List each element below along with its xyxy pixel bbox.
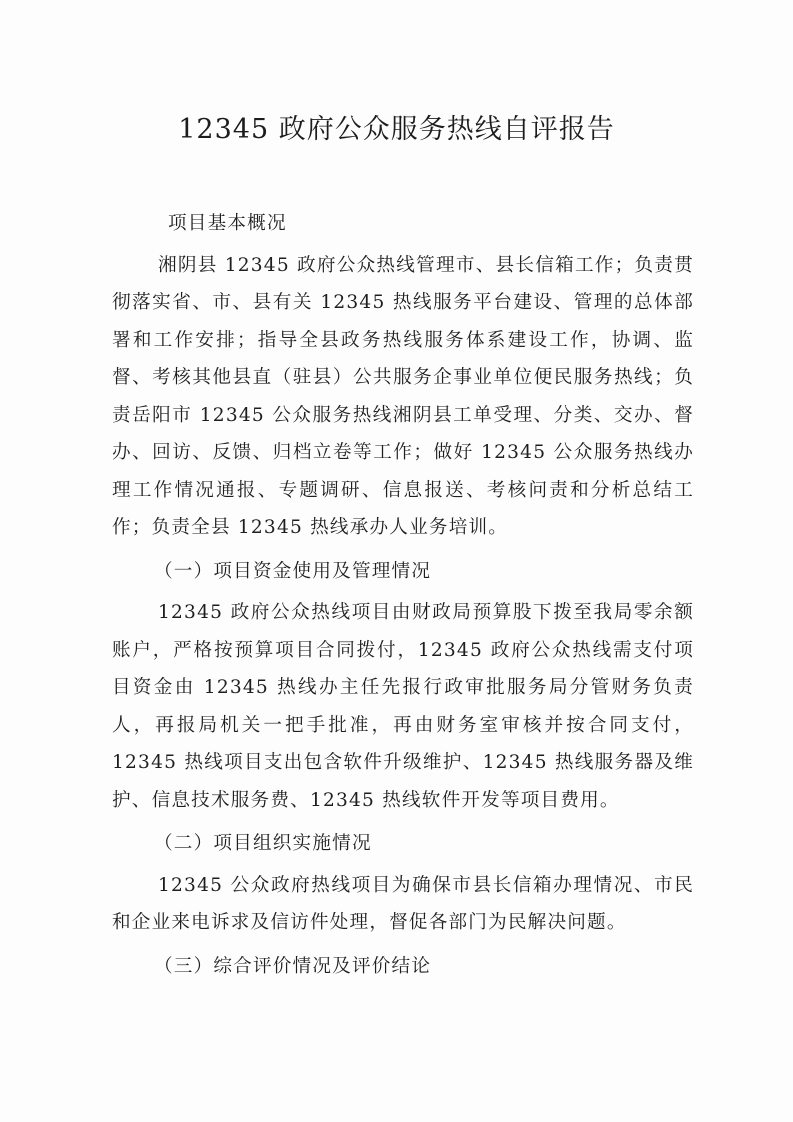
paragraph-overview: 湘阴县 12345 政府公众热线管理市、县长信箱工作；负责贯彻落实省、市、县有关 12345 热线服务平台建设、管理的总体部署和工作安排；指导全县政务热线服务体系建设工作，协调、监督、考核其他县直（驻县）公共服务企事业单位便民服务热线；负责岳阳市 12345 公众服务热线湘阴县工单受理、分类、交办、督办、回访、反馈、归档立卷等工作；做好 12345 公众服务热线办理工作情况通报、专题调研、信息报送、考核问责和分析总结工作；负责全县 12345 热线承办人业务培训。 <box>112 254 694 538</box>
section-heading-implementation: （二）项目组织实施情况 <box>154 833 372 854</box>
paragraph-funds: 12345 政府公众热线项目由财政局预算股下拨至我局零余额账户，严格按预算项目合同拨付，12345 政府公众热线需支付项目资金由 12345 热线办主任先报行政审批服务局分管财务负责人，再报局机关一把手批准，再由财务室审核并按合同支付，12345 热线项目支出包含软件升级维护、12345 热线服务器及维护、信息技术服务费、12345 热线软件开发等项目费用。 <box>112 602 694 811</box>
section-heading-overview: 项目基本概况 <box>168 213 287 234</box>
paragraph-implementation: 12345 公众政府热线项目为确保市县长信箱办理情况、市民和企业来电诉求及信访件处理，督促各部门为民解决问题。 <box>112 874 694 933</box>
document-title: 12345 政府公众服务热线自评报告 <box>178 114 615 145</box>
document-body <box>112 205 694 985</box>
section-heading-funds: （一）项目资金使用及管理情况 <box>154 560 432 582</box>
section-heading-evaluation: （三）综合评价情况及评价结论 <box>154 955 432 977</box>
